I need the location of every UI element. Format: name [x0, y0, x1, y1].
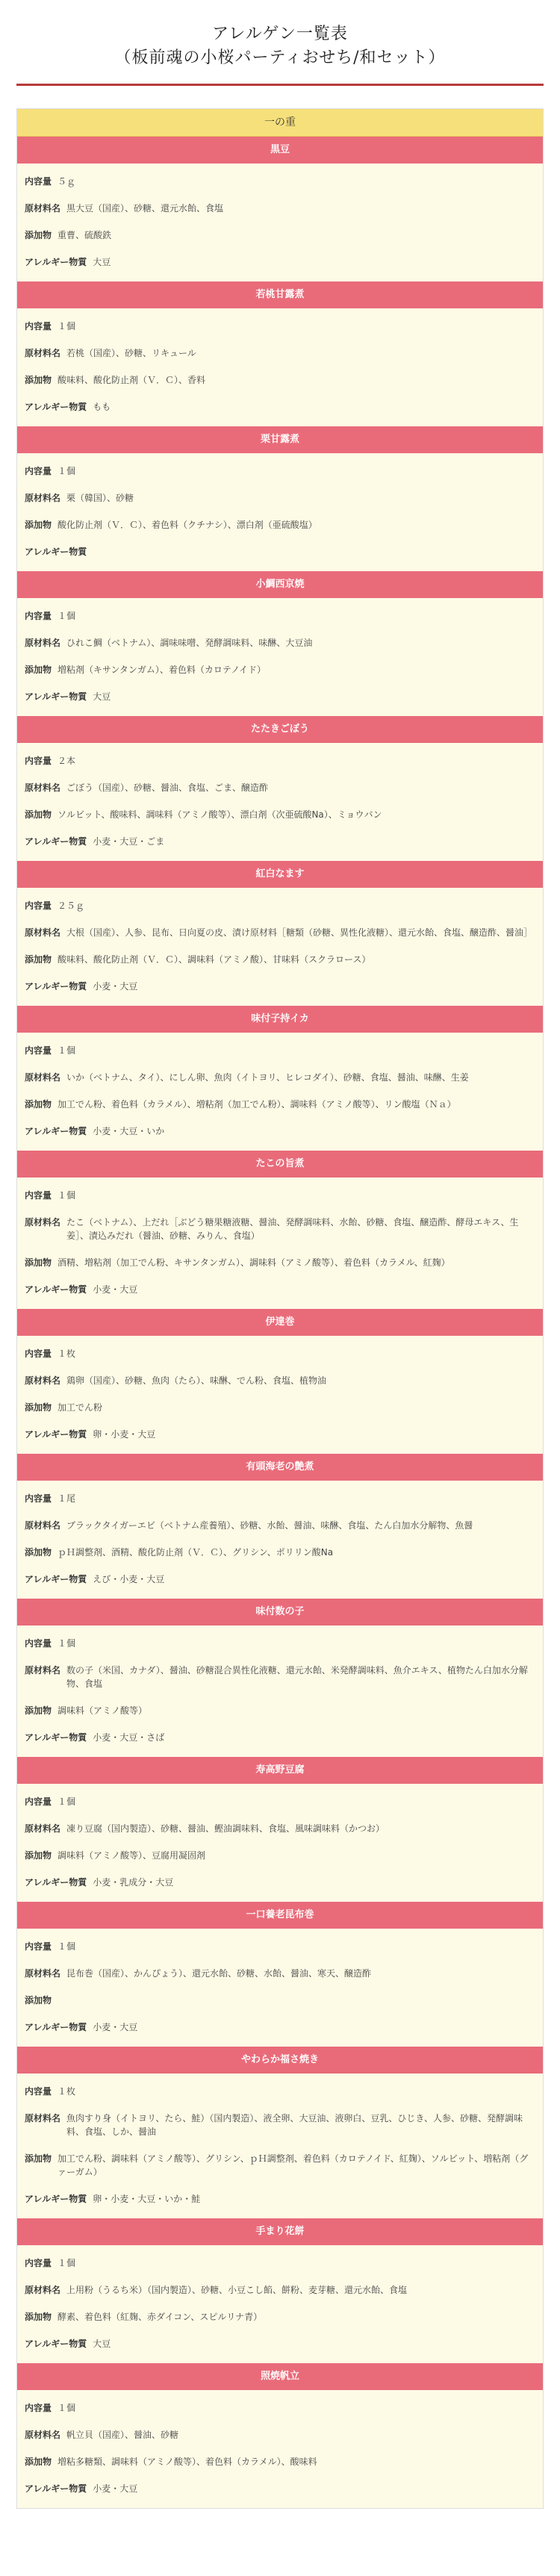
contents-value: １個: [57, 2403, 76, 2413]
allergens-row: [25, 1566, 535, 1593]
additives-label: 添加物: [25, 230, 52, 240]
contents-row: [25, 2078, 535, 2105]
additives-value: [57, 1994, 535, 2007]
product-section: [17, 137, 543, 281]
additives-row: [25, 1394, 535, 1421]
additives-value: 増粘剤（キサンタンガム）、着色料（カロテノイド）: [57, 665, 267, 675]
ingredients-row: [25, 1960, 535, 1987]
ingredients-label: 原材料名: [25, 783, 61, 793]
ingredients-value: たこ（ベトナム）、上だれ［ぶどう糖果糖液糖、醤油、発酵調味料、水飴、砂糖、食塩、醸造酢、酵母エキス、生姜］、漬込みだれ（醤油、砂糖、みりん、食塩）: [66, 1217, 519, 1241]
product-name: 手まり花餅: [17, 2218, 543, 2245]
allergens-label: アレルギー物質: [25, 547, 87, 557]
allergen-table: [16, 108, 544, 2509]
additives-value: 調味料（アミノ酸等）、豆腐用凝固剤: [57, 1850, 206, 1861]
allergens-value: 卵・小麦・大豆: [93, 1429, 156, 1440]
contents-value: １枚: [57, 1348, 76, 1359]
ingredients-value: 大根（国産）、人参、昆布、日向夏の皮、漬け原材料［糖類（砂糖、異性化液糖）、還元水飴、食塩、醸造酢、醤油］: [66, 927, 533, 938]
contents-label: 内容量: [25, 756, 52, 766]
product-section: [17, 2218, 543, 2363]
ingredients-row: [25, 629, 535, 656]
contents-label: 内容量: [25, 1796, 52, 1807]
allergens-row: [25, 2475, 535, 2502]
ingredients-label: 原材料名: [25, 2285, 61, 2295]
additives-value: 加工でん粉: [57, 1402, 103, 1413]
allergens-value: 大豆: [93, 691, 111, 702]
ingredients-label: 原材料名: [25, 493, 61, 503]
product-details: [17, 1033, 543, 1151]
product-name: やわらか福さ焼き: [17, 2047, 543, 2073]
ingredients-row: [25, 1657, 535, 1697]
product-details: [17, 1336, 543, 1454]
allergens-row: [25, 683, 535, 710]
allergens-label: アレルギー物質: [25, 2483, 87, 2494]
additives-label: 添加物: [25, 2457, 52, 2467]
contents-label: 内容量: [25, 1493, 52, 1504]
title-divider: [16, 84, 544, 86]
ingredients-value: 数の子（米国、カナダ）、醤油、砂糖混合異性化液糖、還元水飴、米発酵調味料、魚介エキス、植物たん白加水分解物、食塩: [66, 1665, 528, 1689]
additives-label: 添加物: [25, 1099, 52, 1110]
contents-row: [25, 603, 535, 629]
ingredients-value: 黒大豆（国産）、砂糖、還元水飴、食塩: [66, 203, 224, 214]
additives-row: [25, 1539, 535, 1566]
product-details: [17, 743, 543, 861]
allergens-row: [25, 2330, 535, 2357]
ingredients-row: [25, 1064, 535, 1091]
additives-label: 添加物: [25, 1547, 52, 1558]
additives-label: 添加物: [25, 2312, 52, 2322]
contents-label: 内容量: [25, 1638, 52, 1649]
contents-value: １個: [57, 466, 76, 476]
ingredients-row: [25, 1367, 535, 1394]
additives-label: 添加物: [25, 520, 52, 530]
title-line-1: アレルゲン一覧表: [212, 25, 348, 43]
product-section: [17, 281, 543, 426]
product-details: [17, 1625, 543, 1757]
additives-value: 調味料（アミノ酸等）: [57, 1705, 148, 1716]
additives-label: 添加物: [25, 2153, 52, 2164]
allergens-label: アレルギー物質: [25, 2194, 87, 2204]
allergens-value: 小麦・大豆・ごま: [93, 836, 165, 847]
product-details: [17, 1177, 543, 1309]
additives-label: 添加物: [25, 375, 52, 385]
item-list: [17, 137, 543, 2508]
contents-label: 内容量: [25, 1348, 52, 1359]
additives-row: [25, 222, 535, 249]
ingredients-row: [25, 485, 535, 511]
additives-value: 酵素、着色料（紅麹、赤ダイコン、スピルリナ青）: [57, 2312, 263, 2322]
product-section: [17, 716, 543, 861]
allergens-value: [93, 545, 535, 559]
additives-value: 加工でん粉、着色料（カラメル）、増粘剤（加工でん粉）、調味料（アミノ酸等）、リン酸塩（Ｎａ）: [57, 1099, 456, 1110]
ingredients-row: [25, 2421, 535, 2448]
contents-value: １個: [57, 1941, 76, 1952]
product-section: [17, 1757, 543, 1902]
ingredients-label: 原材料名: [25, 1968, 61, 1979]
ingredients-row: [25, 1815, 535, 1842]
additives-label: 添加物: [25, 665, 52, 675]
product-details: [17, 2245, 543, 2363]
allergens-label: アレルギー物質: [25, 257, 87, 267]
product-name: 伊達巻: [17, 1309, 543, 1336]
ingredients-value: 鶏卵（国産）、砂糖、魚肉（たら）、味醂、でん粉、食塩、植物油: [66, 1375, 327, 1386]
additives-value: ｐＨ調整剤、酒精、酸化防止剤（Ｖ．Ｃ）、グリシン、ポリリン酸Na: [57, 1547, 334, 1558]
contents-label: 内容量: [25, 2258, 52, 2268]
allergens-label: アレルギー物質: [25, 2339, 87, 2349]
additives-label: 添加物: [25, 954, 52, 965]
additives-value: ソルビット、酸味料、調味料（アミノ酸等）、漂白剤（次亜硫酸Na）、ミョウバン: [57, 809, 382, 820]
additives-value: 増粘多糖類、調味料（アミノ酸等）、着色料（カラメル）、酸味料: [57, 2457, 317, 2467]
contents-value: １尾: [57, 1493, 76, 1504]
additives-row: [25, 1697, 535, 1724]
contents-value: １個: [57, 1638, 76, 1649]
product-details: [17, 308, 543, 426]
allergens-label: アレルギー物質: [25, 1732, 87, 1743]
product-name: 栗甘露煮: [17, 426, 543, 453]
additives-row: [25, 2448, 535, 2475]
contents-row: [25, 1037, 535, 1064]
contents-label: 内容量: [25, 1190, 52, 1201]
allergens-row: [25, 1118, 535, 1145]
additives-label: 添加物: [25, 1705, 52, 1716]
product-name: 一口養老昆布巻: [17, 1902, 543, 1929]
tier-header: 一の重: [17, 109, 543, 137]
contents-label: 内容量: [25, 2086, 52, 2097]
additives-value: 酸味料、酸化防止剤（Ｖ．Ｃ）、香料: [57, 375, 206, 385]
contents-label: 内容量: [25, 2403, 52, 2413]
ingredients-value: 栗（韓国）、砂糖: [66, 493, 134, 503]
page-header: [0, 0, 560, 86]
allergens-value: 小麦・大豆・さば: [93, 1732, 165, 1743]
allergens-row: [25, 249, 535, 276]
contents-row: [25, 1182, 535, 1209]
ingredients-row: [25, 774, 535, 801]
ingredients-value: ブラックタイガーエビ（ベトナム産養殖）、砂糖、水飴、醤油、味醂、食塩、たん白加水分解物、魚醤: [66, 1520, 473, 1531]
product-name: 黒豆: [17, 137, 543, 164]
ingredients-value: 魚肉すり身（イトヨリ、たら、鮭）（国内製造）、液全卵、大豆油、液卵白、豆乳、ひじき、人参、砂糖、発酵調味料、食塩、しか、醤油: [66, 2113, 523, 2137]
contents-row: [25, 168, 535, 195]
ingredients-label: 原材料名: [25, 927, 61, 938]
product-details: [17, 1481, 543, 1599]
additives-label: 添加物: [25, 1995, 52, 2006]
allergens-value: 小麦・大豆・いか: [93, 1126, 165, 1136]
ingredients-label: 原材料名: [25, 638, 61, 648]
allergens-label: アレルギー物質: [25, 1574, 87, 1584]
product-section: [17, 2047, 543, 2218]
contents-value: １個: [57, 611, 76, 621]
allergens-label: アレルギー物質: [25, 691, 87, 702]
allergens-value: 大豆: [93, 257, 111, 267]
ingredients-label: 原材料名: [25, 203, 61, 214]
allergens-row: [25, 1276, 535, 1303]
allergens-value: 大豆: [93, 2339, 111, 2349]
ingredients-label: 原材料名: [25, 1520, 61, 1531]
allergens-label: アレルギー物質: [25, 836, 87, 847]
ingredients-row: [25, 1512, 535, 1539]
additives-row: [25, 1249, 535, 1276]
contents-label: 内容量: [25, 466, 52, 476]
product-details: [17, 1929, 543, 2047]
contents-value: １個: [57, 2258, 76, 2268]
allergens-value: 卵・小麦・大豆・いか・鮭: [93, 2194, 201, 2204]
product-name: 味付子持イカ: [17, 1006, 543, 1033]
additives-row: [25, 2145, 535, 2185]
allergens-value: えび・小麦・大豆: [93, 1574, 165, 1584]
allergens-row: [25, 2185, 535, 2212]
additives-row: [25, 2303, 535, 2330]
product-section: [17, 1454, 543, 1599]
product-section: [17, 571, 543, 716]
additives-value: 酒精、増粘剤（加工でん粉、キサンタンガム）、調味料（アミノ酸等）、着色料（カラメル、紅麹）: [57, 1257, 450, 1268]
product-details: [17, 164, 543, 281]
ingredients-label: 原材料名: [25, 1665, 61, 1676]
allergens-value: 小麦・大豆: [93, 1284, 138, 1295]
product-name: 紅白なます: [17, 861, 543, 888]
product-section: [17, 1006, 543, 1151]
ingredients-label: 原材料名: [25, 1823, 61, 1834]
contents-value: １個: [57, 1796, 76, 1807]
allergens-row: [25, 2014, 535, 2041]
ingredients-value: 若桃（国産）、砂糖、リキュール: [66, 348, 196, 358]
contents-label: 内容量: [25, 900, 52, 911]
additives-label: 添加物: [25, 1850, 52, 1861]
ingredients-label: 原材料名: [25, 2113, 61, 2124]
ingredients-value: 昆布巻（国産）、かんぴょう）、還元水飴、砂糖、水飴、醤油、寒天、醸造酢: [66, 1968, 372, 1979]
product-name: 寿高野豆腐: [17, 1757, 543, 1784]
additives-value: 酸化防止剤（Ｖ．Ｃ）、着色料（クチナシ）、漂白剤（亜硫酸塩）: [57, 520, 317, 530]
additives-row: [25, 946, 535, 973]
additives-row: [25, 1987, 535, 2014]
contents-value: ２本: [57, 756, 76, 766]
allergens-label: アレルギー物質: [25, 2022, 87, 2032]
contents-row: [25, 2395, 535, 2421]
allergens-row: [25, 828, 535, 855]
product-name: たたきごぼう: [17, 716, 543, 743]
allergens-row: [25, 1869, 535, 1896]
allergens-value: もも: [93, 402, 111, 412]
product-section: [17, 1599, 543, 1757]
contents-label: 内容量: [25, 1045, 52, 1056]
product-details: [17, 2390, 543, 2508]
additives-label: 添加物: [25, 1257, 52, 1268]
ingredients-row: [25, 340, 535, 367]
ingredients-row: [25, 2277, 535, 2303]
contents-value: １個: [57, 321, 76, 332]
additives-label: 添加物: [25, 1402, 52, 1413]
ingredients-value: 帆立貝（国産）、醤油、砂糖: [66, 2430, 179, 2440]
ingredients-label: 原材料名: [25, 1375, 61, 1386]
product-details: [17, 2073, 543, 2218]
ingredients-label: 原材料名: [25, 1217, 61, 1228]
product-section: [17, 2363, 543, 2508]
product-name: 有頭海老の艶煮: [17, 1454, 543, 1481]
contents-label: 内容量: [25, 611, 52, 621]
ingredients-value: ひれこ鯛（ベトナム）、調味味噌、発酵調味料、味醂、大豆油: [66, 638, 313, 648]
additives-row: [25, 367, 535, 393]
product-details: [17, 1784, 543, 1902]
additives-label: 添加物: [25, 809, 52, 820]
contents-row: [25, 892, 535, 919]
ingredients-row: [25, 1209, 535, 1249]
product-name: 小鯛西京焼: [17, 571, 543, 598]
title-line-2: （板前魂の小桜パーティおせち/和セット）: [114, 49, 446, 67]
product-details: [17, 888, 543, 1006]
allergens-row: [25, 1421, 535, 1448]
additives-row: [25, 1091, 535, 1118]
allergens-label: アレルギー物質: [25, 1877, 87, 1888]
contents-row: [25, 747, 535, 774]
allergens-label: アレルギー物質: [25, 1126, 87, 1136]
ingredients-value: 凍り豆腐（国内製造）、砂糖、醤油、鰹油調味料、食塩、風味調味料（かつお）: [66, 1823, 385, 1834]
allergens-label: アレルギー物質: [25, 402, 87, 412]
allergens-value: 小麦・大豆: [93, 2022, 138, 2032]
additives-value: 重曹、硫酸鉄: [57, 230, 112, 240]
additives-row: [25, 801, 535, 828]
contents-row: [25, 1340, 535, 1367]
allergens-label: アレルギー物質: [25, 981, 87, 992]
product-section: [17, 1151, 543, 1309]
product-name: 照焼帆立: [17, 2363, 543, 2390]
product-details: [17, 598, 543, 716]
contents-value: １枚: [57, 2086, 76, 2097]
ingredients-row: [25, 195, 535, 222]
product-section: [17, 426, 543, 571]
product-name: 味付数の子: [17, 1599, 543, 1625]
contents-label: 内容量: [25, 176, 52, 187]
contents-row: [25, 1933, 535, 1960]
allergens-row: [25, 538, 535, 565]
ingredients-row: [25, 2105, 535, 2145]
ingredients-label: 原材料名: [25, 1072, 61, 1083]
product-section: [17, 861, 543, 1006]
contents-value: １個: [57, 1045, 76, 1056]
product-section: [17, 1309, 543, 1454]
ingredients-label: 原材料名: [25, 2430, 61, 2440]
contents-row: [25, 1788, 535, 1815]
contents-row: [25, 1630, 535, 1657]
ingredients-label: 原材料名: [25, 348, 61, 358]
additives-value: 加工でん粉、調味料（アミノ酸等）、グリシン、ｐＨ調整剤、着色料（カロテノイド、紅麹）、ソルビット、増粘剤（グァーガム）: [57, 2153, 529, 2177]
additives-row: [25, 511, 535, 538]
allergens-value: 小麦・大豆: [93, 981, 138, 992]
contents-row: [25, 2250, 535, 2277]
product-name: たこの旨煮: [17, 1151, 543, 1177]
contents-label: 内容量: [25, 321, 52, 332]
contents-value: １個: [57, 1190, 76, 1201]
page-title: [0, 22, 560, 70]
allergens-value: 小麦・乳成分・大豆: [93, 1877, 174, 1888]
allergens-row: [25, 393, 535, 420]
ingredients-value: 上用粉（うるち米）（国内製造）、砂糖、小豆こし餡、餅粉、麦芽糖、還元水飴、食塩: [66, 2285, 408, 2295]
ingredients-row: [25, 919, 535, 946]
additives-value: 酸味料、酸化防止剤（Ｖ．Ｃ）、調味料（アミノ酸）、甘味料（スクラロース）: [57, 954, 371, 965]
allergens-label: アレルギー物質: [25, 1284, 87, 1295]
contents-row: [25, 1485, 535, 1512]
contents-value: ２５ｇ: [57, 900, 85, 911]
additives-row: [25, 1842, 535, 1869]
contents-row: [25, 313, 535, 340]
product-details: [17, 453, 543, 571]
contents-row: [25, 458, 535, 485]
ingredients-value: いか（ベトナム、タイ）、にしん卵、魚肉（イトヨリ、ヒレコダイ）、砂糖、食塩、醤油、味醂、生姜: [66, 1072, 469, 1083]
bottom-space: [0, 2509, 560, 2576]
contents-label: 内容量: [25, 1941, 52, 1952]
additives-row: [25, 656, 535, 683]
product-name: 若桃甘露煮: [17, 281, 543, 308]
contents-value: ５ｇ: [57, 176, 76, 187]
product-section: [17, 1902, 543, 2047]
allergens-row: [25, 1724, 535, 1751]
allergens-value: 小麦・大豆: [93, 2483, 138, 2494]
ingredients-value: ごぼう（国産）、砂糖、醤油、食塩、ごま、醸造酢: [66, 783, 269, 793]
allergens-label: アレルギー物質: [25, 1429, 87, 1440]
allergens-row: [25, 973, 535, 1000]
